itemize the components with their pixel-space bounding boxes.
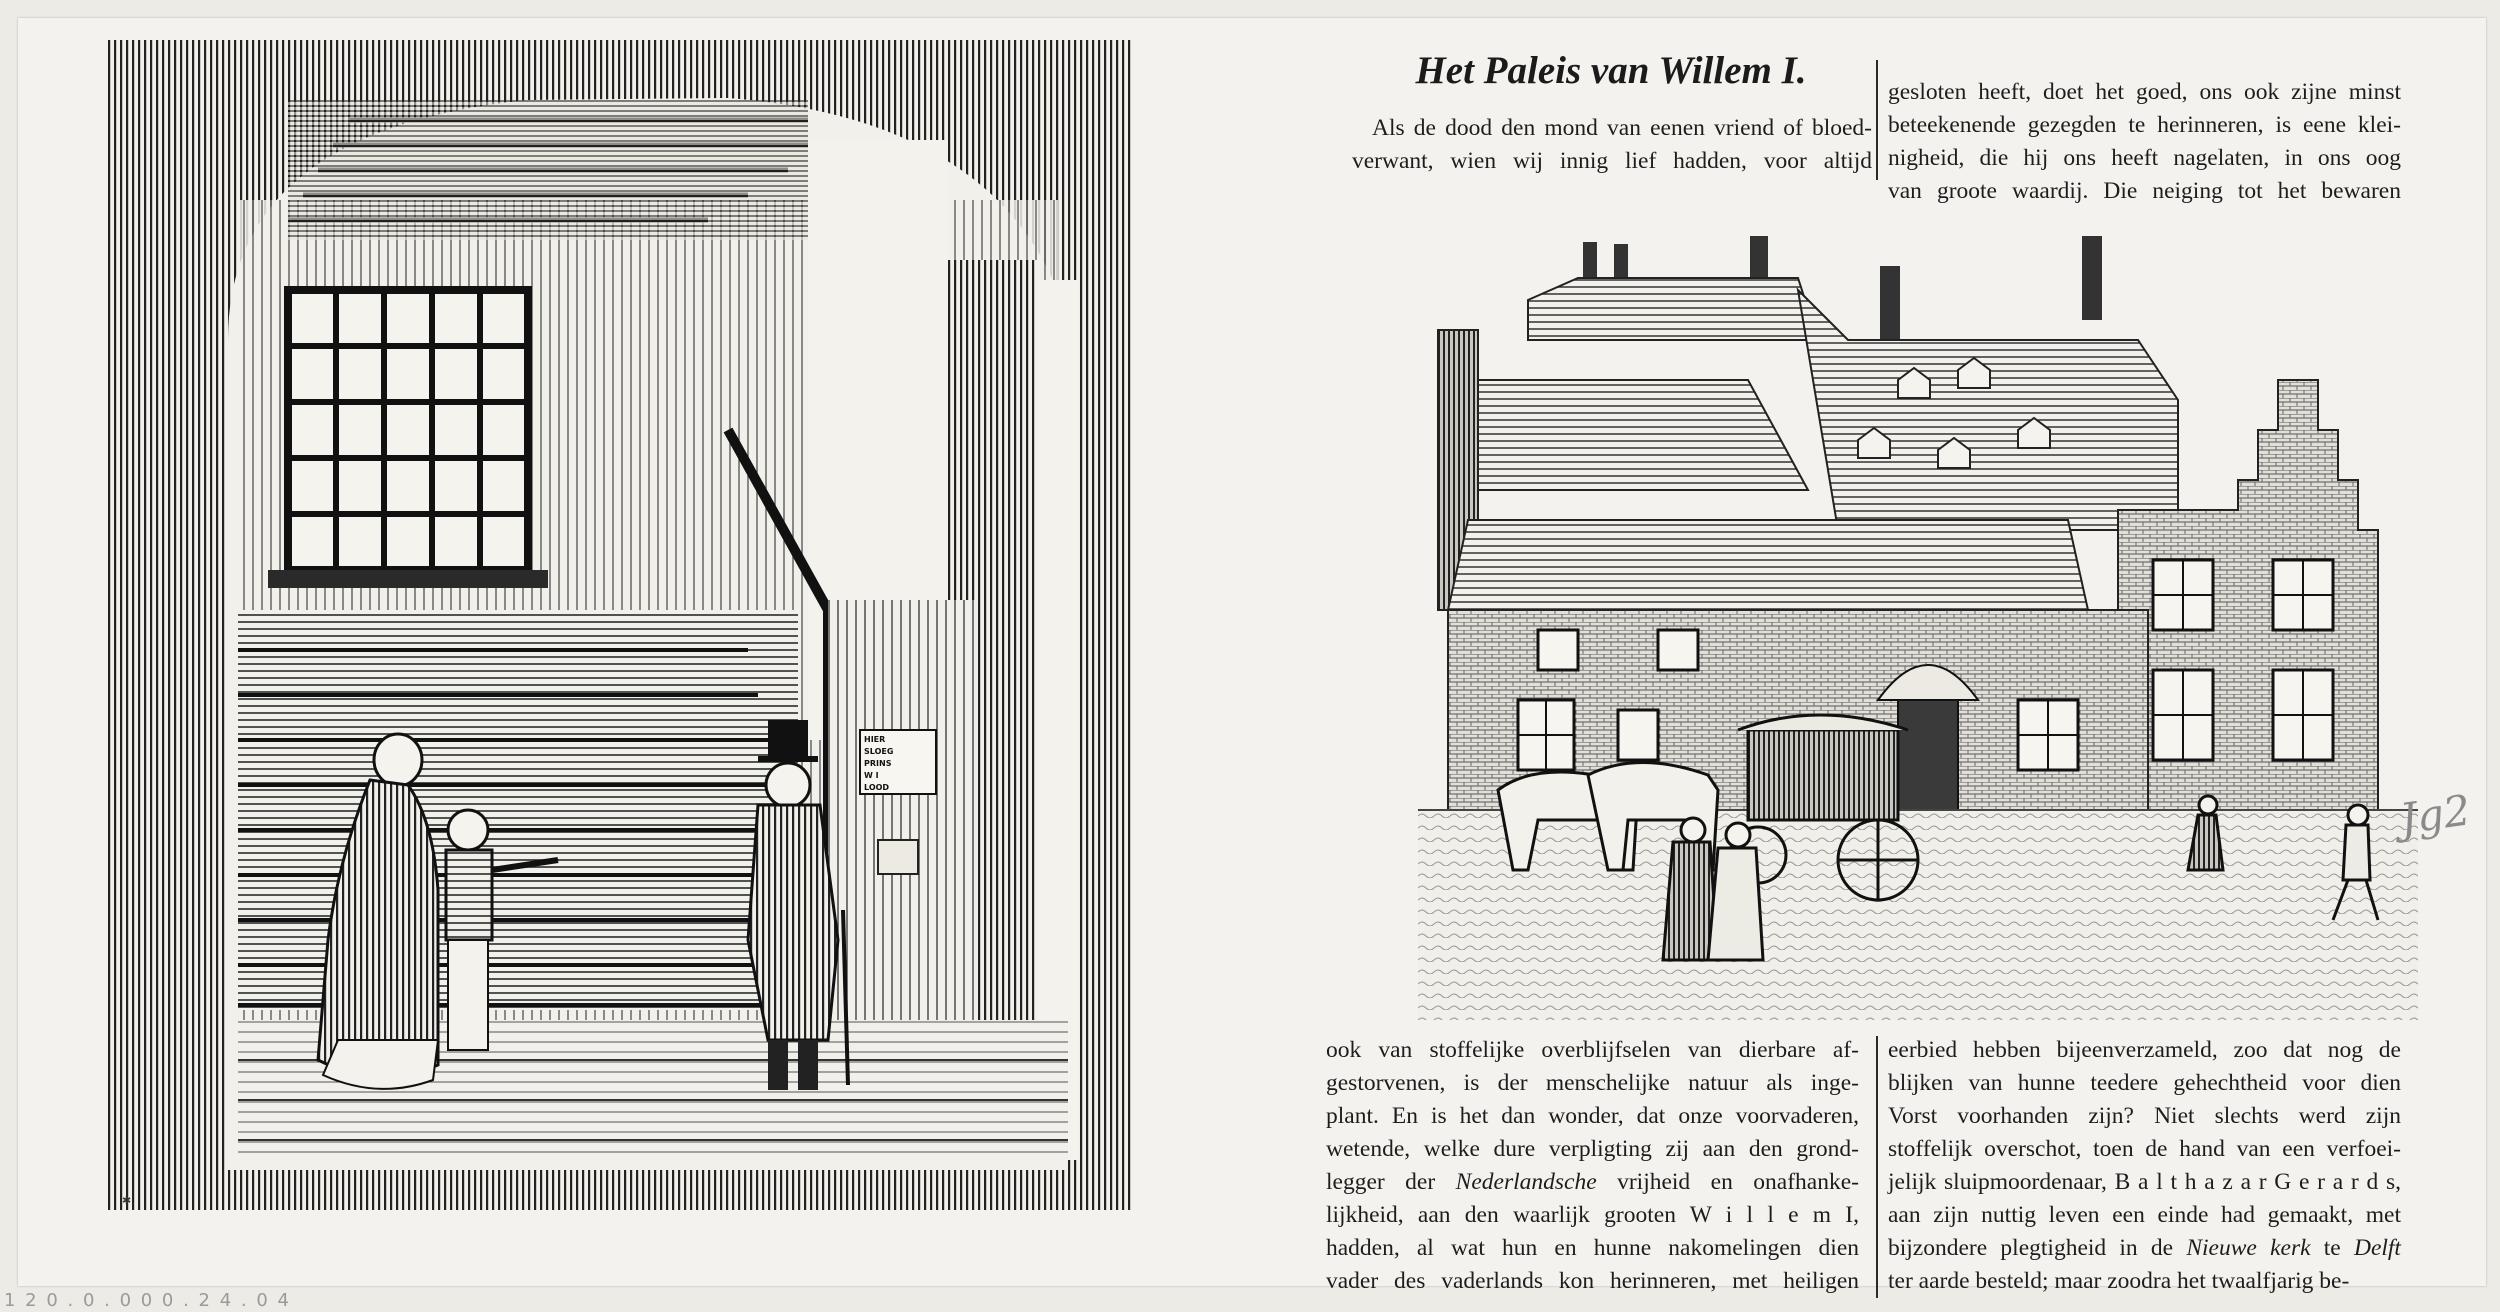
text-column-3 bbox=[1326, 1034, 1859, 1298]
text-line: wetende, welke dure verpligting zij aan den grond- bbox=[1326, 1136, 1859, 1162]
notice-line: SLOEG bbox=[864, 747, 894, 756]
text-line: gestorvenen, is der menschelijke natuur als inge- bbox=[1326, 1070, 1859, 1096]
staircase-engraving bbox=[108, 40, 1132, 1210]
text-line: gesloten heeft, doet het goed, ons ook zijne minst bbox=[1888, 79, 2401, 105]
catalog-stamp: 1 2 0 . 0 . 0 0 0 . 2 4 . 0 4 bbox=[4, 1290, 291, 1311]
palace-engraving bbox=[1418, 230, 2418, 1020]
notice-line: LOOD bbox=[864, 783, 890, 792]
text-line: legger der Nederlandsche vrijheid en onafhanke- bbox=[1326, 1169, 1859, 1195]
text-line: aan zijn nuttig leven een einde had gemaakt, met bbox=[1888, 1202, 2401, 1228]
column-rule-top bbox=[1876, 60, 1878, 180]
article-title: Het Paleis van Willem I. bbox=[1415, 49, 1807, 92]
text-line: eerbied hebben bijeenverzameld, zoo dat nog de bbox=[1888, 1037, 2401, 1063]
text-line: lijkheid, aan den waarlijk grooten W i l l e m I, bbox=[1326, 1202, 1859, 1228]
text-line: ter aarde besteld; maar zoodra het twaalfjarig be- bbox=[1888, 1268, 2350, 1294]
text-column-2 bbox=[1888, 76, 2401, 208]
text-column-4 bbox=[1888, 1034, 2401, 1298]
notice-line: W I bbox=[864, 771, 879, 780]
handwritten-signature: Jg2 bbox=[2396, 785, 2474, 844]
text-line: blijken van hunne teedere gehechtheid voor dien bbox=[1888, 1070, 2401, 1096]
text-line: Vorst voorhanden zijn? Niet slechts werd zijn bbox=[1888, 1103, 2401, 1129]
text-line: van groote waardij. Die neiging tot het bewaren bbox=[1888, 178, 2401, 204]
text-line: plant. En is het dan wonder, dat onze voorvaderen, bbox=[1326, 1103, 1859, 1129]
text-line: nigheid, die hij ons heeft nagelaten, in ons oog bbox=[1888, 145, 2401, 171]
svg-text:✱: ✱ bbox=[122, 1194, 132, 1207]
text-line: beteekenende gezegden te herinneren, is eene klei- bbox=[1888, 112, 2401, 138]
text-line: hadden, al wat hun en hunne nakomelingen dien bbox=[1326, 1235, 1859, 1261]
text-line: bijzondere plegtigheid in de Nieuwe kerk te Delft bbox=[1888, 1235, 2401, 1261]
text-line: ook van stoffelijke overblijfselen van dierbare af- bbox=[1326, 1037, 1859, 1063]
notice-line: HIER bbox=[864, 735, 886, 744]
text-line: jelijk sluipmoordenaar, B a l t h a z a r G e r a r d s, bbox=[1888, 1169, 2401, 1195]
column-rule-bottom bbox=[1876, 1036, 1878, 1298]
text-column-1 bbox=[1352, 112, 1872, 178]
text-line: stoffelijk overschot, toen de hand van een verfoei- bbox=[1888, 1136, 2401, 1162]
notice-line: PRINS bbox=[864, 759, 892, 768]
text-line: Als de dood den mond van eenen vriend of bloed- bbox=[1372, 115, 1872, 141]
text-line: vader des vaderlands kon herinneren, met heiligen bbox=[1326, 1268, 1859, 1294]
text-line: verwant, wien wij innig lief hadden, voor altijd bbox=[1352, 148, 1872, 174]
